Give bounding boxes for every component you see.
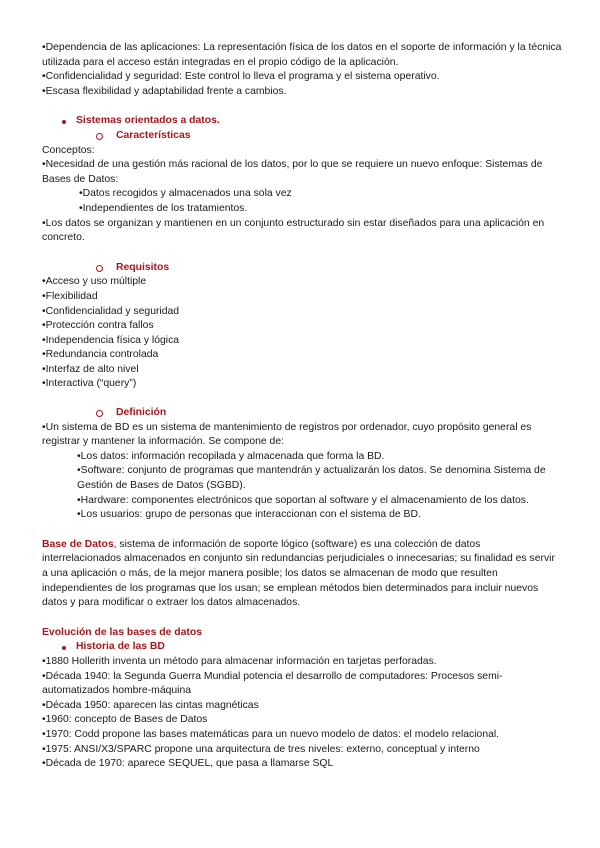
list-item: •Confidencialidad y seguridad [42, 305, 180, 317]
section-heading-text: Sistemas orientados a datos. [76, 115, 220, 127]
section-heading-historia [62, 640, 562, 655]
base-datos-term: Base de Datos [42, 538, 114, 550]
conceptos-label: Conceptos: [42, 144, 95, 156]
sub-list-item: •Los usuarios: grupo de personas que interaccionan con el sistema de BD. [77, 509, 421, 521]
subsection-heading-text: Características [116, 129, 191, 141]
subsection-heading-requisitos [96, 261, 562, 276]
paragraph: •Los datos se organizan y mantienen en un conjunto estructurado sin estar diseñados para una aplicación en concreto. [42, 217, 545, 244]
evolucion-heading: Evolución de las bases de datos [42, 626, 202, 638]
list-item: •1880 Hollerith inventa un método para almacenar información en tarjetas perforadas. [42, 655, 437, 667]
subsection-heading-caracteristicas [96, 129, 562, 144]
list-item: •Década 1940: la Segunda Guerra Mundial potencia el desarrollo de computadores: Procesos semi-automatizados hombre-máquina [42, 670, 503, 697]
sub-list-item: •Los datos: información recopilada y almacenada que forma la BD. [77, 450, 385, 462]
sub-list-item: •Hardware: componentes electrónicos que soportan al software y el almacenamiento de los datos. [77, 494, 529, 506]
list-item: •Redundancia controlada [42, 349, 159, 361]
list-item: •Protección contra fallos [42, 320, 154, 332]
base-datos-text: , sistema de información de soporte lógico (software) es una colección de datos interrelacionados almacenados en conjunto sin redundancias perjudiciales o innecesarias; su finalidad es servir a una aplicación o más, de la mejor manera posible; los datos se almacenan de modo que resulten independientes de los programas que los usan; se emplean métodos bien determinados para incluir nuevos datos y para modificar o extraer los datos almacenados. [42, 538, 555, 609]
subsection-heading-definicion [96, 406, 562, 421]
sub-list-item: •Software: conjunto de programas que mantendrán y actualizarán los datos. Se denomina Sistema de Gestión de Bases de Datos (SGBD). [77, 465, 546, 492]
list-item: •1970: Codd propone las bases matemáticas para un nuevo modelo de datos: el modelo relacional. [42, 728, 500, 740]
list-item: •Flexibilidad [42, 290, 98, 302]
section-heading-text: Historia de las BD [76, 641, 165, 653]
bullet-ring-icon [96, 410, 103, 417]
subsection-heading-text: Definición [116, 407, 167, 419]
paragraph: •Necesidad de una gestión más racional de los datos, por lo que se requiere un nuevo enfoque: Sistemas de Bases de Datos: [42, 159, 543, 185]
intro-item: •Dependencia de las aplicaciones: La representación física de los datos en el soporte de información y la técnica utilizada para el acceso están integradas en el propio código de la aplicación. [42, 42, 562, 68]
base-datos-paragraph [42, 538, 562, 611]
bullet-ring-icon [96, 133, 103, 140]
section-heading-sod [62, 114, 562, 129]
list-item: •Acceso y uso múltiple [42, 276, 147, 288]
sub-list-item: •Independientes de los tratamientos. [79, 202, 248, 214]
sub-list-item: •Datos recogidos y almacenados una sola vez [79, 188, 292, 200]
list-item: •1975: ANSI/X3/SPARC propone una arquitectura de tres niveles: externo, conceptual y interno [42, 743, 480, 755]
bullet-dot-icon [62, 646, 66, 650]
bullet-ring-icon [96, 265, 103, 272]
intro-item: •Confidencialidad y seguridad: Este control lo lleva el programa y el sistema operativo. [42, 71, 440, 83]
subsection-heading-text: Requisitos [116, 261, 170, 273]
paragraph: •Un sistema de BD es un sistema de mantenimiento de registros por ordenador, cuyo propósito general es registrar y mantener la información. Se compone de: [42, 421, 532, 448]
list-item: •Década de 1970: aparece SEQUEL, que pasa a llamarse SQL [42, 758, 334, 770]
list-item: •Interactiva (“query”) [42, 378, 137, 390]
list-item: •1960: concepto de Bases de Datos [42, 714, 208, 726]
list-item: •Independencia física y lógica [42, 334, 180, 346]
list-item: •Interfaz de alto nivel [42, 363, 139, 375]
bullet-dot-icon [62, 120, 66, 124]
list-item: •Década 1950: aparecen las cintas magnéticas [42, 699, 259, 711]
document-page [42, 41, 562, 772]
intro-item: •Escasa flexibilidad y adaptabilidad frente a cambios. [42, 85, 287, 97]
